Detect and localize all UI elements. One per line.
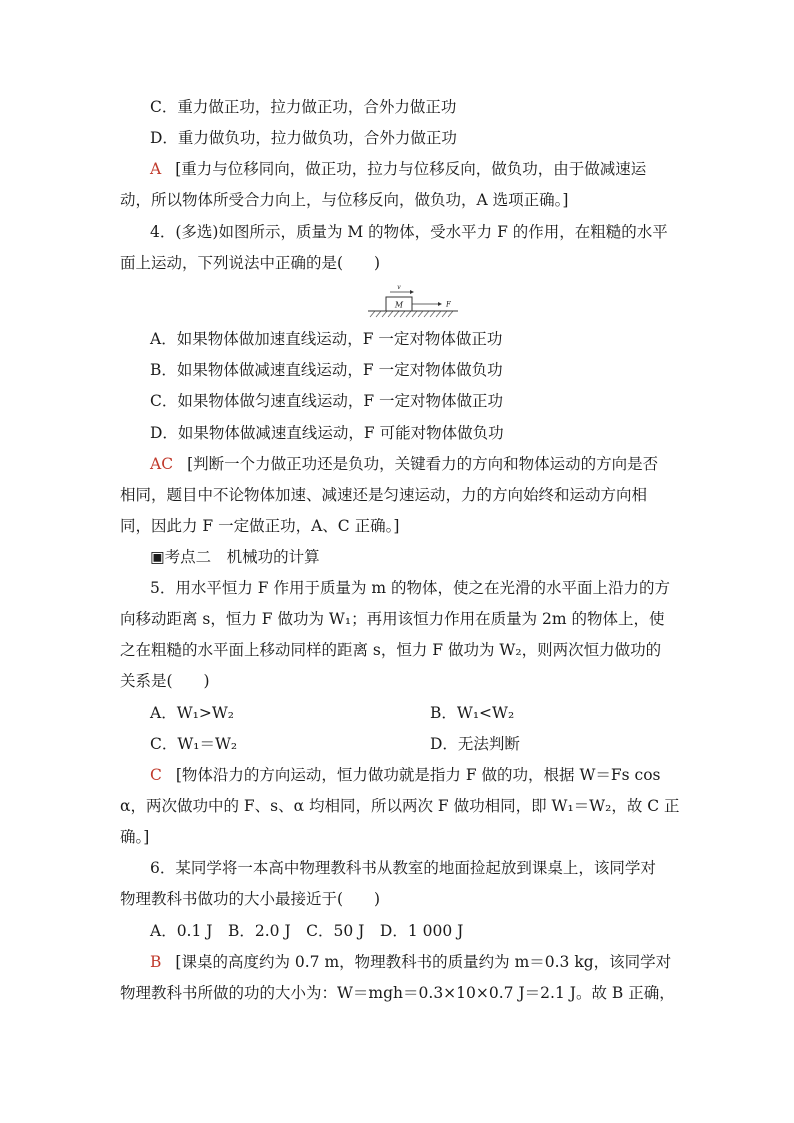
q5-answer: C xyxy=(150,766,162,784)
q6-answer: B xyxy=(150,953,162,971)
q4-explanation-line-3: 同，因此力 F 一定做正功，A、C 正确。] xyxy=(120,517,400,535)
q5-option-c: C．W₁＝W₂ xyxy=(150,735,238,753)
q6-stem-line-1: 6．某同学将一本高中物理教科书从教室的地面捡起放到课桌上，该同学对 xyxy=(150,859,656,877)
q6-explanation-line-2: 物理教科书所做的功的大小为：W＝mgh＝0.3×10×0.7 J＝2.1 J。故 B 正确， xyxy=(120,984,675,1002)
velocity-label: v xyxy=(397,284,401,291)
q6-stem-line-2: 物理教科书做功的大小最接近于( ) xyxy=(120,890,381,908)
block-label: M xyxy=(394,300,404,310)
force-arrowhead xyxy=(438,302,442,306)
q4-explanation-line-1 xyxy=(150,449,658,479)
force-label: F xyxy=(446,300,451,309)
q5-explanation-text: [物体沿力的方向运动，恒力做功就是指力 F 做的功，根据 W＝Fs cos xyxy=(175,766,661,784)
q5-stem-line-1: 5．用水平恒力 F 作用于质量为 m 的物体，使之在光滑的水平面上沿力的方 xyxy=(150,579,671,597)
q4-option-c: C．如果物体做匀速直线运动，F 一定对物体做正功 xyxy=(150,392,504,410)
q3-option-c: C．重力做正功，拉力做正功，合外力做正功 xyxy=(150,98,457,116)
q3-option-d: D．重力做负功，拉力做负功，合外力做正功 xyxy=(150,129,457,147)
section-title: 考点二 机械功的计算 xyxy=(164,548,320,566)
q4-explanation-line-2: 相同，题目中不论物体加速、减速还是匀速运动，力的方向始终和运动方向相 xyxy=(120,486,648,504)
q5-explanation-line-1 xyxy=(150,760,661,790)
q4-option-d: D．如果物体做减速直线运动，F 可能对物体做负功 xyxy=(150,424,504,442)
q3-explanation-line-2: 动，所以物体所受合力向上，与位移反向，做负功，A 选项正确。] xyxy=(120,191,569,209)
q6-explanation-line-1 xyxy=(150,947,671,977)
q4-answer: AC xyxy=(150,455,174,473)
q5-stem-line-4: 关系是( ) xyxy=(120,672,210,690)
q5-option-b: B．W₁<W₂ xyxy=(430,704,515,722)
q3-explanation-text: [重力与位移同向，做正功，拉力与位移反向，做负功，由于做减速运 xyxy=(175,160,647,178)
q4-stem-line-1: 4．(多选)如图所示，质量为 M 的物体，受水平力 F 的作用，在粗糙的水平 xyxy=(150,223,668,241)
q5-option-a: A．W₁>W₂ xyxy=(150,704,234,722)
q4-figure xyxy=(368,283,458,319)
q5-explanation-line-3: 确。] xyxy=(120,828,150,846)
q4-option-a: A．如果物体做加速直线运动，F 一定对物体做正功 xyxy=(150,330,503,348)
velocity-arrowhead xyxy=(410,290,414,294)
q5-explanation-line-2: α，两次做功中的 F、s、α 均相同，所以两次 F 做功相同，即 W₁＝W₂，故 C 正 xyxy=(120,797,680,815)
section-mark-icon: ▣ xyxy=(150,548,165,566)
q6-options: A．0.1 J B．2.0 J C．50 J D．1 000 J xyxy=(150,922,464,940)
q3-answer: A xyxy=(150,160,162,178)
section-heading xyxy=(150,542,320,572)
q5-stem-line-3: 之在粗糙的水平面上移动同样的距离 s，恒力 F 做功为 W₂，则两次恒力做功的 xyxy=(120,641,662,659)
q4-stem-line-2: 面上运动，下列说法中正确的是( ) xyxy=(120,254,381,272)
ground-hatch xyxy=(370,311,453,317)
q4-explanation-text: [判断一个力做正功还是负功，关键看力的方向和物体运动的方向是否 xyxy=(187,455,659,473)
q6-explanation-text: [课桌的高度约为 0.7 m，物理教科书的质量约为 m＝0.3 kg，该同学对 xyxy=(175,953,672,971)
q3-explanation-line-1 xyxy=(150,154,646,184)
q5-stem-line-2: 向移动距离 s，恒力 F 做功为 W₁；再用该恒力作用在质量为 2m 的物体上，使 xyxy=(120,610,665,628)
q5-option-d: D．无法判断 xyxy=(430,735,520,753)
q4-option-b: B．如果物体做减速直线运动，F 一定对物体做负功 xyxy=(150,361,503,379)
